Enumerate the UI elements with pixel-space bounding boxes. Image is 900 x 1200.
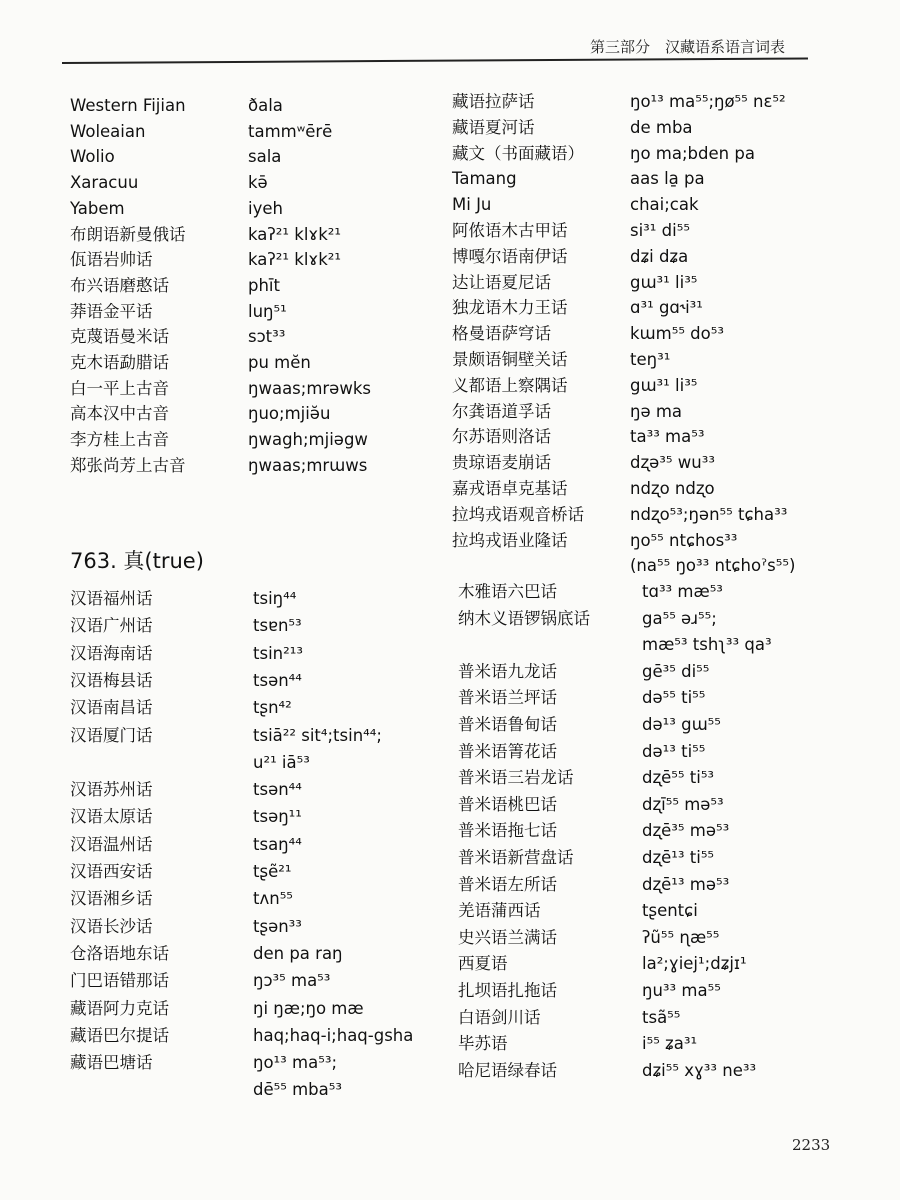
word-form: sala (248, 147, 282, 167)
language-name: 普米语新营盘话 (458, 848, 574, 867)
language-name: 李方桂上古音 (70, 430, 169, 450)
language-name: 汉语厦门话 (70, 725, 153, 745)
word-form: ga⁵⁵ əɹ⁵⁵; (642, 608, 717, 628)
word-form: teŋ³¹ (630, 350, 671, 369)
language-name: Western Fijian (70, 96, 186, 115)
word-form: ŋo ma;bden pa (630, 143, 755, 163)
word-form: dʐē³⁵ mə⁵³ (642, 821, 730, 841)
language-name: 尔龚语道孚话 (452, 401, 551, 421)
language-name: 普米语左所话 (458, 874, 557, 894)
word-form: tsəŋ¹¹ (253, 807, 302, 827)
language-name: 羌语蒲西话 (458, 901, 541, 921)
language-name: 藏语拉萨话 (452, 92, 535, 111)
word-form: kə̄ (248, 173, 268, 193)
language-name: 普米语拖七话 (458, 821, 557, 841)
language-name: 高本汉中古音 (70, 404, 169, 424)
word-form: ŋwaas;mrəwks (248, 378, 371, 398)
word-form: tʂentɕi (642, 901, 698, 921)
language-name: 汉语温州话 (70, 834, 153, 854)
language-name: Wolio (70, 147, 115, 167)
language-name: 汉语湘乡话 (70, 889, 153, 909)
language-name: 白语剑川话 (458, 1007, 541, 1027)
language-name: 景颇语铜壁关话 (452, 350, 568, 369)
language-name: 汉语南昌话 (70, 698, 153, 718)
language-name: 博嘎尔语南伊话 (452, 246, 568, 266)
word-form: haq;haq-i;haq-gsha (253, 1025, 414, 1045)
word-form: də¹³ gɯ⁵⁵ (642, 715, 721, 734)
language-name: 西夏语 (458, 954, 508, 974)
word-form: də¹³ ti⁵⁵ (642, 741, 706, 761)
language-name: 汉语福州话 (70, 589, 153, 608)
word-form: dʐē⁵⁵ ti⁵³ (642, 768, 715, 788)
language-name: 汉语梅县话 (70, 670, 153, 690)
word-form: ŋo¹³ ma⁵⁵;ŋø⁵⁵ nɛ⁵² (630, 92, 786, 111)
word-form: ta³³ ma⁵³ (630, 427, 705, 447)
word-form: u²¹ iā⁵³ (253, 752, 310, 772)
language-name: 藏文（书面藏语） (452, 143, 584, 163)
language-name: 郑张尚芳上古音 (70, 455, 186, 475)
word-form: tɑ³³ mæ⁵³ (642, 582, 723, 601)
language-name: Yabem (70, 198, 125, 218)
language-name: 格曼语萨穹话 (452, 324, 551, 344)
word-form: dʑi dʑa (630, 246, 689, 266)
language-name: 毕苏语 (458, 1034, 508, 1054)
word-form: tʂẽ²¹ (253, 862, 292, 881)
word-form: tsin²¹³ (253, 643, 303, 663)
word-form: ŋo⁵⁵ ntɕhos³³ (630, 530, 738, 550)
language-name: 汉语海南话 (70, 643, 153, 663)
language-name: 门巴语错那话 (70, 971, 169, 991)
word-form: ŋuo;mjiə̆u (248, 404, 331, 424)
word-form: tʌn⁵⁵ (253, 889, 293, 909)
word-form: ɑ³¹ gɑ˞i³¹ (630, 298, 703, 318)
word-form: den pa raŋ (253, 943, 343, 963)
word-form: tsaŋ⁴⁴ (253, 834, 302, 854)
word-form: sɔt³³ (248, 327, 286, 347)
word-form: dʐə³⁵ wu³³ (630, 453, 715, 473)
language-name: 佤语岩帅话 (70, 250, 153, 270)
running-header: 第三部分 汉藏语系语言词表 (590, 38, 786, 56)
word-form: də⁵⁵ ti⁵⁵ (642, 688, 706, 708)
language-name: 纳木义语锣锅底话 (458, 608, 590, 628)
language-name: 义都语上察隅话 (452, 375, 568, 395)
language-name: 达让语夏尼话 (452, 272, 551, 292)
word-form: ŋu³³ ma⁵⁵ (642, 981, 721, 1000)
word-form: (na⁵⁵ ŋo³³ ntɕhoˀs⁵⁵) (630, 556, 796, 576)
page-number: 2233 (792, 1136, 831, 1154)
language-name: 普米语箐花话 (458, 741, 557, 761)
word-form: pu mĕn (248, 353, 311, 372)
language-name: 汉语西安话 (70, 862, 153, 881)
word-form: ŋwaas;mrɯws (248, 455, 368, 475)
word-form: kaʔ²¹ klɤk²¹ (248, 250, 342, 270)
word-form: la²;ɣiej¹;dʑjɪ¹ (642, 954, 747, 974)
language-name: 藏语巴尔提话 (70, 1025, 169, 1045)
language-name: 普米语鲁甸话 (458, 715, 557, 734)
language-name: 普米语桃巴话 (458, 794, 557, 814)
language-name: 独龙语木力王话 (452, 298, 568, 318)
language-name: 藏语阿力克话 (70, 998, 169, 1018)
word-form: ŋɔ³⁵ ma⁵³ (253, 971, 331, 991)
language-name: Woleaian (70, 121, 146, 141)
section-title: 763. 真(true) (70, 549, 204, 573)
language-name: 扎坝语扎拖话 (458, 981, 557, 1000)
word-form: iyeh (248, 198, 283, 218)
word-form: ŋə ma (630, 401, 683, 421)
word-form: ŋo¹³ ma⁵³; (253, 1053, 337, 1073)
language-name: 普米语兰坪话 (458, 688, 557, 708)
language-name: 尔苏语则洛话 (452, 427, 551, 447)
word-form: tʂn⁴² (253, 698, 292, 718)
word-form: tsiā²² sit⁴;tsin⁴⁴; (253, 725, 382, 745)
language-name: 白一平上古音 (70, 378, 169, 398)
language-name: 布朗语新曼俄话 (70, 224, 186, 244)
word-form: gɯ³¹ li³⁵ (630, 375, 698, 395)
language-name: Tamang (452, 169, 517, 189)
language-name: 克木语勐腊话 (70, 353, 169, 372)
word-form: ndʐo⁵³;ŋən⁵⁵ tɕha³³ (630, 504, 788, 524)
language-name: 普米语三岩龙话 (458, 768, 574, 788)
word-form: dʐē¹³ mə⁵³ (642, 874, 730, 894)
word-form: i⁵⁵ ʑa³¹ (642, 1034, 698, 1054)
language-name: 汉语太原话 (70, 807, 153, 827)
word-form: gē³⁵ di⁵⁵ (642, 661, 710, 681)
word-form: si³¹ di⁵⁵ (630, 221, 690, 240)
language-name: 普米语九龙话 (458, 661, 557, 681)
word-form: chai;cak (630, 195, 699, 215)
language-name: Mi Ju (452, 195, 492, 215)
word-form: ŋwagh;mjiəgw (248, 430, 368, 450)
language-name: 史兴语兰满话 (458, 927, 557, 947)
language-name: 木雅语六巴话 (458, 582, 557, 601)
language-name: 哈尼语绿春话 (458, 1060, 557, 1080)
word-form: mæ⁵³ tshʅ³³ qa³ (642, 635, 772, 655)
word-form: tammʷērē (248, 121, 333, 141)
language-name: 阿侬语木古甲话 (452, 221, 568, 240)
word-form: tsən⁴⁴ (253, 670, 302, 690)
language-name: 藏语夏河话 (452, 117, 535, 137)
word-form: tsã⁵⁵ (642, 1007, 681, 1027)
language-name: 汉语广州话 (70, 616, 153, 636)
language-name: Xaracuu (70, 173, 139, 193)
word-form: tsɐn⁵³ (253, 616, 302, 636)
word-form: dē⁵⁵ mba⁵³ (253, 1080, 342, 1100)
word-form: kaʔ²¹ klɤk²¹ (248, 224, 342, 244)
word-form: de mba (630, 117, 693, 137)
word-form: ðala (248, 96, 283, 115)
word-form: dʑi⁵⁵ xɣ³³ ne³³ (642, 1060, 757, 1080)
word-form: gɯ³¹ li³⁵ (630, 272, 698, 292)
language-name: 藏语巴塘话 (70, 1053, 153, 1073)
word-form: tsiŋ⁴⁴ (253, 589, 297, 608)
language-name: 汉语长沙话 (70, 916, 153, 936)
word-form: ndʐo ndʐo (630, 479, 715, 498)
language-name: 克蔑语曼米话 (70, 327, 169, 347)
language-name: 布兴语磨憨话 (70, 275, 169, 295)
word-form: ŋi ŋæ;ŋo mæ (253, 998, 364, 1018)
language-name: 嘉戎语卓克基话 (452, 479, 568, 498)
word-form: dʐī⁵⁵ mə⁵³ (642, 794, 724, 814)
word-form: phīt (248, 275, 280, 295)
language-name: 仓洛语地东话 (70, 943, 169, 963)
header-rule (62, 57, 808, 64)
word-form: kɯm⁵⁵ do⁵³ (630, 324, 724, 344)
word-form: aas la̱ pa (630, 169, 705, 189)
language-name: 汉语苏州话 (70, 780, 153, 800)
word-form: ʔũ⁵⁵ ɳæ⁵⁵ (642, 927, 720, 947)
word-form: luŋ⁵¹ (248, 301, 287, 321)
word-form: dʐē¹³ ti⁵⁵ (642, 848, 715, 867)
word-form: tʂən³³ (253, 916, 302, 936)
word-form: tsən⁴⁴ (253, 780, 302, 800)
language-name: 拉坞戎语观音桥话 (452, 504, 584, 524)
language-name: 莽语金平话 (70, 301, 153, 321)
language-name: 拉坞戎语业隆话 (452, 530, 568, 550)
language-name: 贵琼语麦崩话 (452, 453, 551, 473)
